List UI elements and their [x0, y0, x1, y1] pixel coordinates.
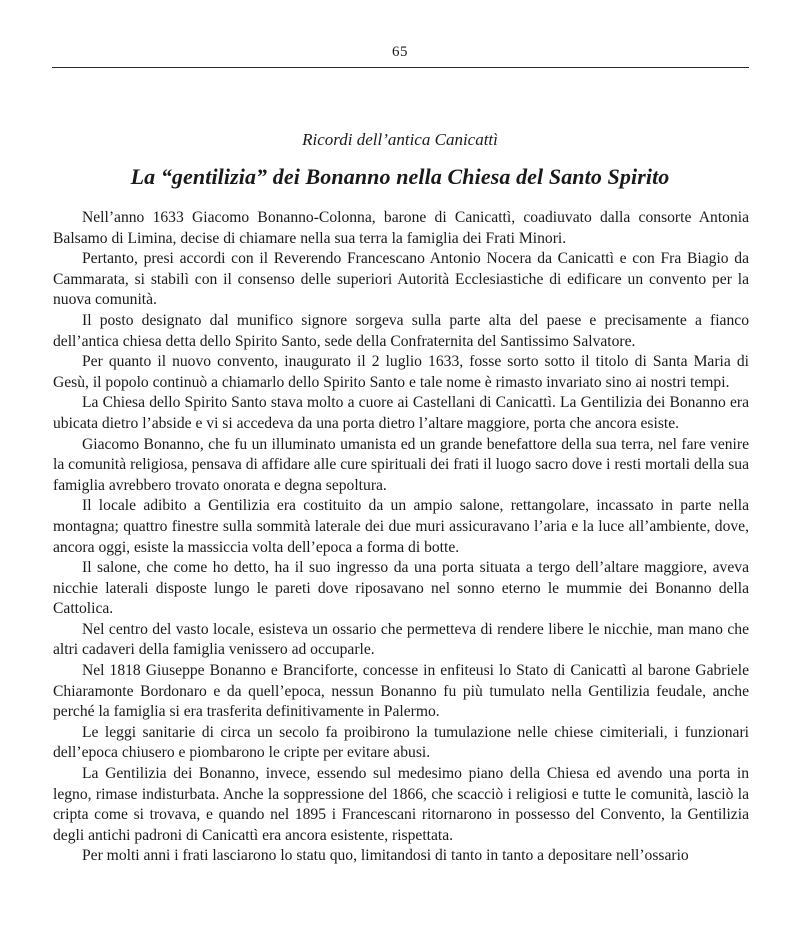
- paragraph: Giacomo Bonanno, che fu un illuminato umanista ed un grande benefattore della sua terra, nel fare venire la comunità religiosa, pensava di affidare alle cure spirituali dei frati il luogo sacro dove i resti mortali della sua famiglia avrebbero trovato onorata e degna sepoltura.: [53, 435, 749, 494]
- page-number: 65: [392, 44, 408, 60]
- paragraph: Nel 1818 Giuseppe Bonanno e Branciforte, concesse in enfiteusi lo Stato di Canicattì al barone Gabriele Chiaramonte Bordonaro e da quell’epoca, nessun Bonanno fu più tumulato nella Gentilizia feudale, anche perché la famiglia si era trasferita definitivamente in Palermo.: [53, 662, 749, 721]
- paragraph: Per quanto il nuovo convento, inaugurato il 2 luglio 1633, fosse sorto sotto il titolo di Santa Maria di Gesù, il popolo continuò a chiamarlo dello Spirito Santo e tale nome è rimasto invariato sino ai nostri tempi.: [53, 353, 749, 391]
- paragraph: Nell’anno 1633 Giacomo Bonanno-Colonna, barone di Canicattì, coadiuvato dalla consorte Antonia Balsamo di Limina, decise di chiamare nella sua terra la famiglia dei Frati Minori.: [53, 209, 749, 247]
- section-supertitle: Ricordi dell’antica Canicattì: [302, 130, 498, 149]
- paragraph: La Chiesa dello Spirito Santo stava molto a cuore ai Castellani di Canicattì. La Gentilizia dei Bonanno era ubicata dietro l’abside e vi si accedeva da una porta dietro l’altare maggiore, porta che ancora esiste.: [53, 394, 749, 432]
- paragraph: Per molti anni i frati lasciarono lo statu quo, limitandosi di tanto in tanto a depositare nell’ossario: [82, 847, 689, 865]
- paragraph: Il salone, che come ho detto, ha il suo ingresso da una porta situata a tergo dell’altare maggiore, aveva nicchie laterali disposte lungo le pareti dove riposavano nel sonno eterno le mummie dei Bonanno della Cattolica.: [53, 559, 749, 618]
- paragraph: Le leggi sanitarie di circa un secolo fa proibirono la tumulazione nelle chiese cimiteriali, i funzionari dell’epoca chiusero e piombarono le cripte per evitare abusi.: [53, 723, 749, 762]
- article-title: La “gentilizia” dei Bonanno nella Chiesa del Santo Spirito: [130, 164, 670, 189]
- paragraph: Nel centro del vasto locale, esisteva un ossario che permetteva di rendere libere le nicchie, man mano che altri cadaveri della famiglia venissero ad occuparle.: [53, 620, 749, 659]
- paragraph: Il locale adibito a Gentilizia era costituito da un ampio salone, rettangolare, incassato in parte nella montagna; quattro finestre sulla sommità laterale dei due muri assicuravano l’aria e la luce all’ambiente, dove, ancora oggi, esiste la massiccia volta dell’epoca a forma di botte.: [53, 497, 749, 556]
- paragraph: Pertanto, presi accordi con il Reverendo Francescano Antonio Nocera da Canicattì e con Fra Biagio da Cammarata, si stabilì con il consenso delle superiori Autorità Ecclesiastiche di edificare un convento per la nuova comunità.: [53, 250, 749, 309]
- paragraph: La Gentilizia dei Bonanno, invece, essendo sul medesimo piano della Chiesa ed avendo una porta in legno, rimase indisturbata. Anche la soppressione del 1866, che scacciò i religiosi e tutte le comunità, lasciò la cripta come si trovava, e quando nel 1895 i Francescani ritornarono in possesso del Convento, la Gentilizia degli antichi padroni di Canicattì era ancora esistente, rispettata.: [53, 765, 749, 844]
- paragraph: Il posto designato dal munifico signore sorgeva sulla parte alta del paese e precisamente a fianco dell’antica chiesa detta dello Spirito Santo, sede della Confraternita del Santissimo Salvatore.: [53, 311, 749, 350]
- header-rule: [52, 67, 749, 68]
- article-body: [53, 208, 749, 867]
